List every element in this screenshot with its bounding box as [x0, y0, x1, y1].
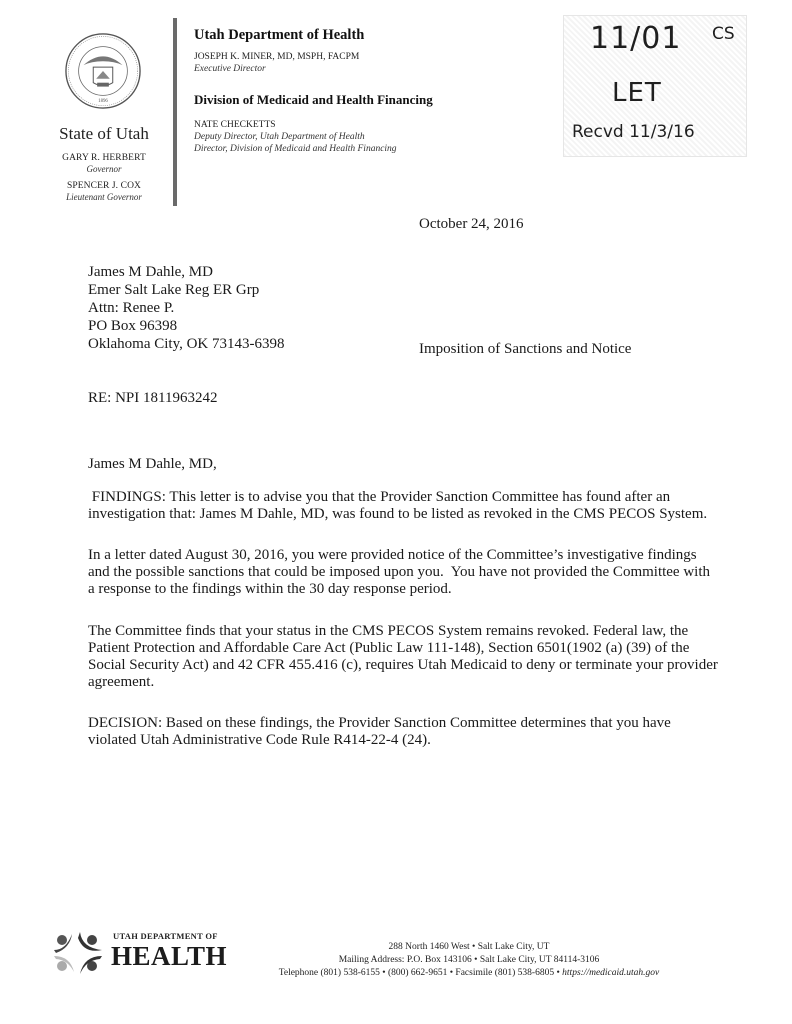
letter-date: October 24, 2016: [419, 216, 524, 232]
stamp-received: Recvd 11/3/16: [572, 122, 695, 142]
footer-phone-fax: Telephone (801) 538-6155 • (800) 662-9651 • Facsimile (801) 538-6805 •: [278, 968, 563, 978]
great-seal-of-utah-icon: [64, 32, 142, 110]
decision-paragraph: DECISION: Based on these findings, the Provider Sanction Committee determines that you have violated Utah Administrative Code Rule R414-22-4 (24).: [88, 715, 671, 748]
letterhead-divider: [173, 18, 177, 206]
stamp-code: CS: [712, 24, 735, 44]
footer-contact: [226, 968, 712, 979]
utah-health-logo-icon: [52, 928, 104, 978]
stamp-initials: LET: [612, 78, 662, 108]
lt-governor-name: SPENCER J. COX: [67, 181, 141, 191]
seal-year: 1896: [98, 99, 108, 105]
footer-address: 288 North 1460 West • Salt Lake City, UT: [388, 942, 550, 952]
recipient-line: Oklahoma City, OK 73143-6398: [88, 336, 285, 352]
division-director-name: NATE CHECKETTS: [194, 120, 276, 130]
lt-governor-block: [40, 181, 168, 203]
division-title: Division of Medicaid and Health Financing: [194, 92, 433, 107]
letter-subject: Imposition of Sanctions and Notice: [419, 341, 632, 357]
federal-law-paragraph: The Committee finds that your status in the CMS PECOS System remains revoked. Federal law, the Patient Protection and Affordable Care Act (Public Law 111-148), Section 6501(1902 (a) (39) of the Social Security Act) and 42 CFR 455.416 (c), requires Utah Medicaid to deny or terminate your provider agreement.: [88, 623, 718, 690]
governor-title: Governor: [86, 164, 122, 174]
state-title: State of Utah: [59, 124, 149, 143]
department-title: Utah Department of Health: [194, 27, 365, 43]
recipient-line: Attn: Renee P.: [88, 300, 175, 316]
stamp-date: 11/01: [590, 21, 682, 56]
recipient-address: [88, 263, 285, 353]
governor-block: [40, 153, 168, 175]
logo-text-health: HEALTH: [111, 941, 228, 971]
notice-paragraph: In a letter dated August 30, 2016, you were provided notice of the Committee’s investigative findings and the possible sanctions that could be imposed upon you. You have not provided the Committee with a response to the findings within the 30 day response period.: [88, 547, 714, 597]
re-line: RE: NPI 1811963242: [88, 390, 218, 406]
executive-director-title: Executive Director: [194, 64, 266, 74]
division-director-title-1: Deputy Director, Utah Department of Health: [194, 132, 365, 142]
footer-mailing-address: Mailing Address: P.O. Box 143106 • Salt Lake City, UT 84114-3106: [338, 955, 600, 965]
logo-text-department: UTAH DEPARTMENT OF: [113, 931, 218, 941]
salutation: James M Dahle, MD,: [88, 456, 217, 472]
recipient-line: James M Dahle, MD: [88, 264, 213, 280]
recipient-line: PO Box 96398: [88, 318, 178, 334]
findings-paragraph: FINDINGS: This letter is to advise you that the Provider Sanction Committee has found after an investigation that: James M Dahle, MD, was found to be listed as revoked in the CMS PECOS System.: [88, 489, 708, 522]
recipient-line: Emer Salt Lake Reg ER Grp: [88, 282, 260, 298]
lt-governor-title: Lieutenant Governor: [66, 192, 142, 202]
governor-name: GARY R. HERBERT: [62, 153, 146, 163]
division-director-title-2: Director, Division of Medicaid and Health Financing: [194, 144, 397, 154]
executive-director-name: JOSEPH K. MINER, MD, MSPH, FACPM: [194, 52, 360, 62]
footer-website-link[interactable]: https://medicaid.utah.gov: [562, 968, 660, 978]
